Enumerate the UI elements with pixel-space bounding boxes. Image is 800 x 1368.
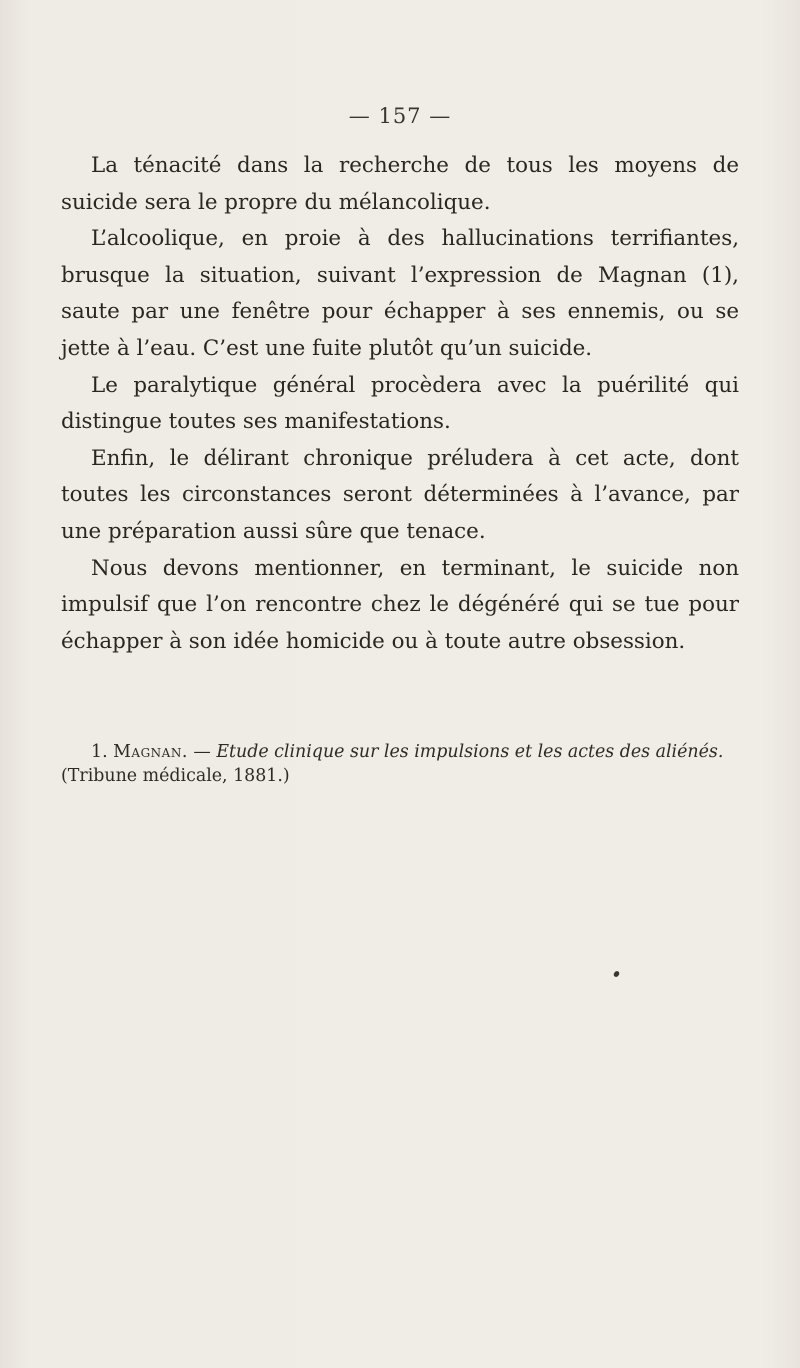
footnote-author: Magnan. (113, 742, 188, 762)
paragraph-delirant: Enfin, le délirant chronique préludera à cet acte, dont toutes les circonstances seront déterminées à l’avance, par une préparation aussi sûre que tenace. (61, 445, 739, 544)
body-text (61, 148, 739, 660)
footnote-title: Etude clinique sur les impulsions et les actes des aliénés. (216, 742, 724, 762)
footnote-separator: — (187, 742, 217, 762)
footnote-line (61, 740, 739, 764)
footnote-source: (Tribune médicale, 1881.) (61, 766, 290, 786)
footnote (61, 740, 739, 788)
paragraph-melancolique: La ténacité dans la recherche de tous les moyens de suicide sera le propre du mélancolique. (61, 153, 739, 215)
page-number: — 157 — (348, 104, 452, 128)
paragraph-paralytique: Le paralytique général procèdera avec la puérilité qui distingue toutes ses manifestations. (61, 372, 739, 435)
ink-speck-mark (613, 970, 620, 978)
paragraph-alcoolique: L’alcoolique, en proie à des hallucinations terrifiantes, brusque la situation, suivant l’expression de Magnan (1), saute par une fenêtre pour échapper à ses ennemis, ou se jette à l’eau. C’est une fuite plutôt qu’un suicide. (61, 226, 739, 361)
footnote-number: 1. (91, 742, 108, 762)
paragraph-degenere: Nous devons mentionner, en terminant, le suicide non impulsif que l’on rencontre chez le dégénéré qui se tue pour échapper à son idée homicide ou à toute autre obsession. (61, 555, 739, 654)
